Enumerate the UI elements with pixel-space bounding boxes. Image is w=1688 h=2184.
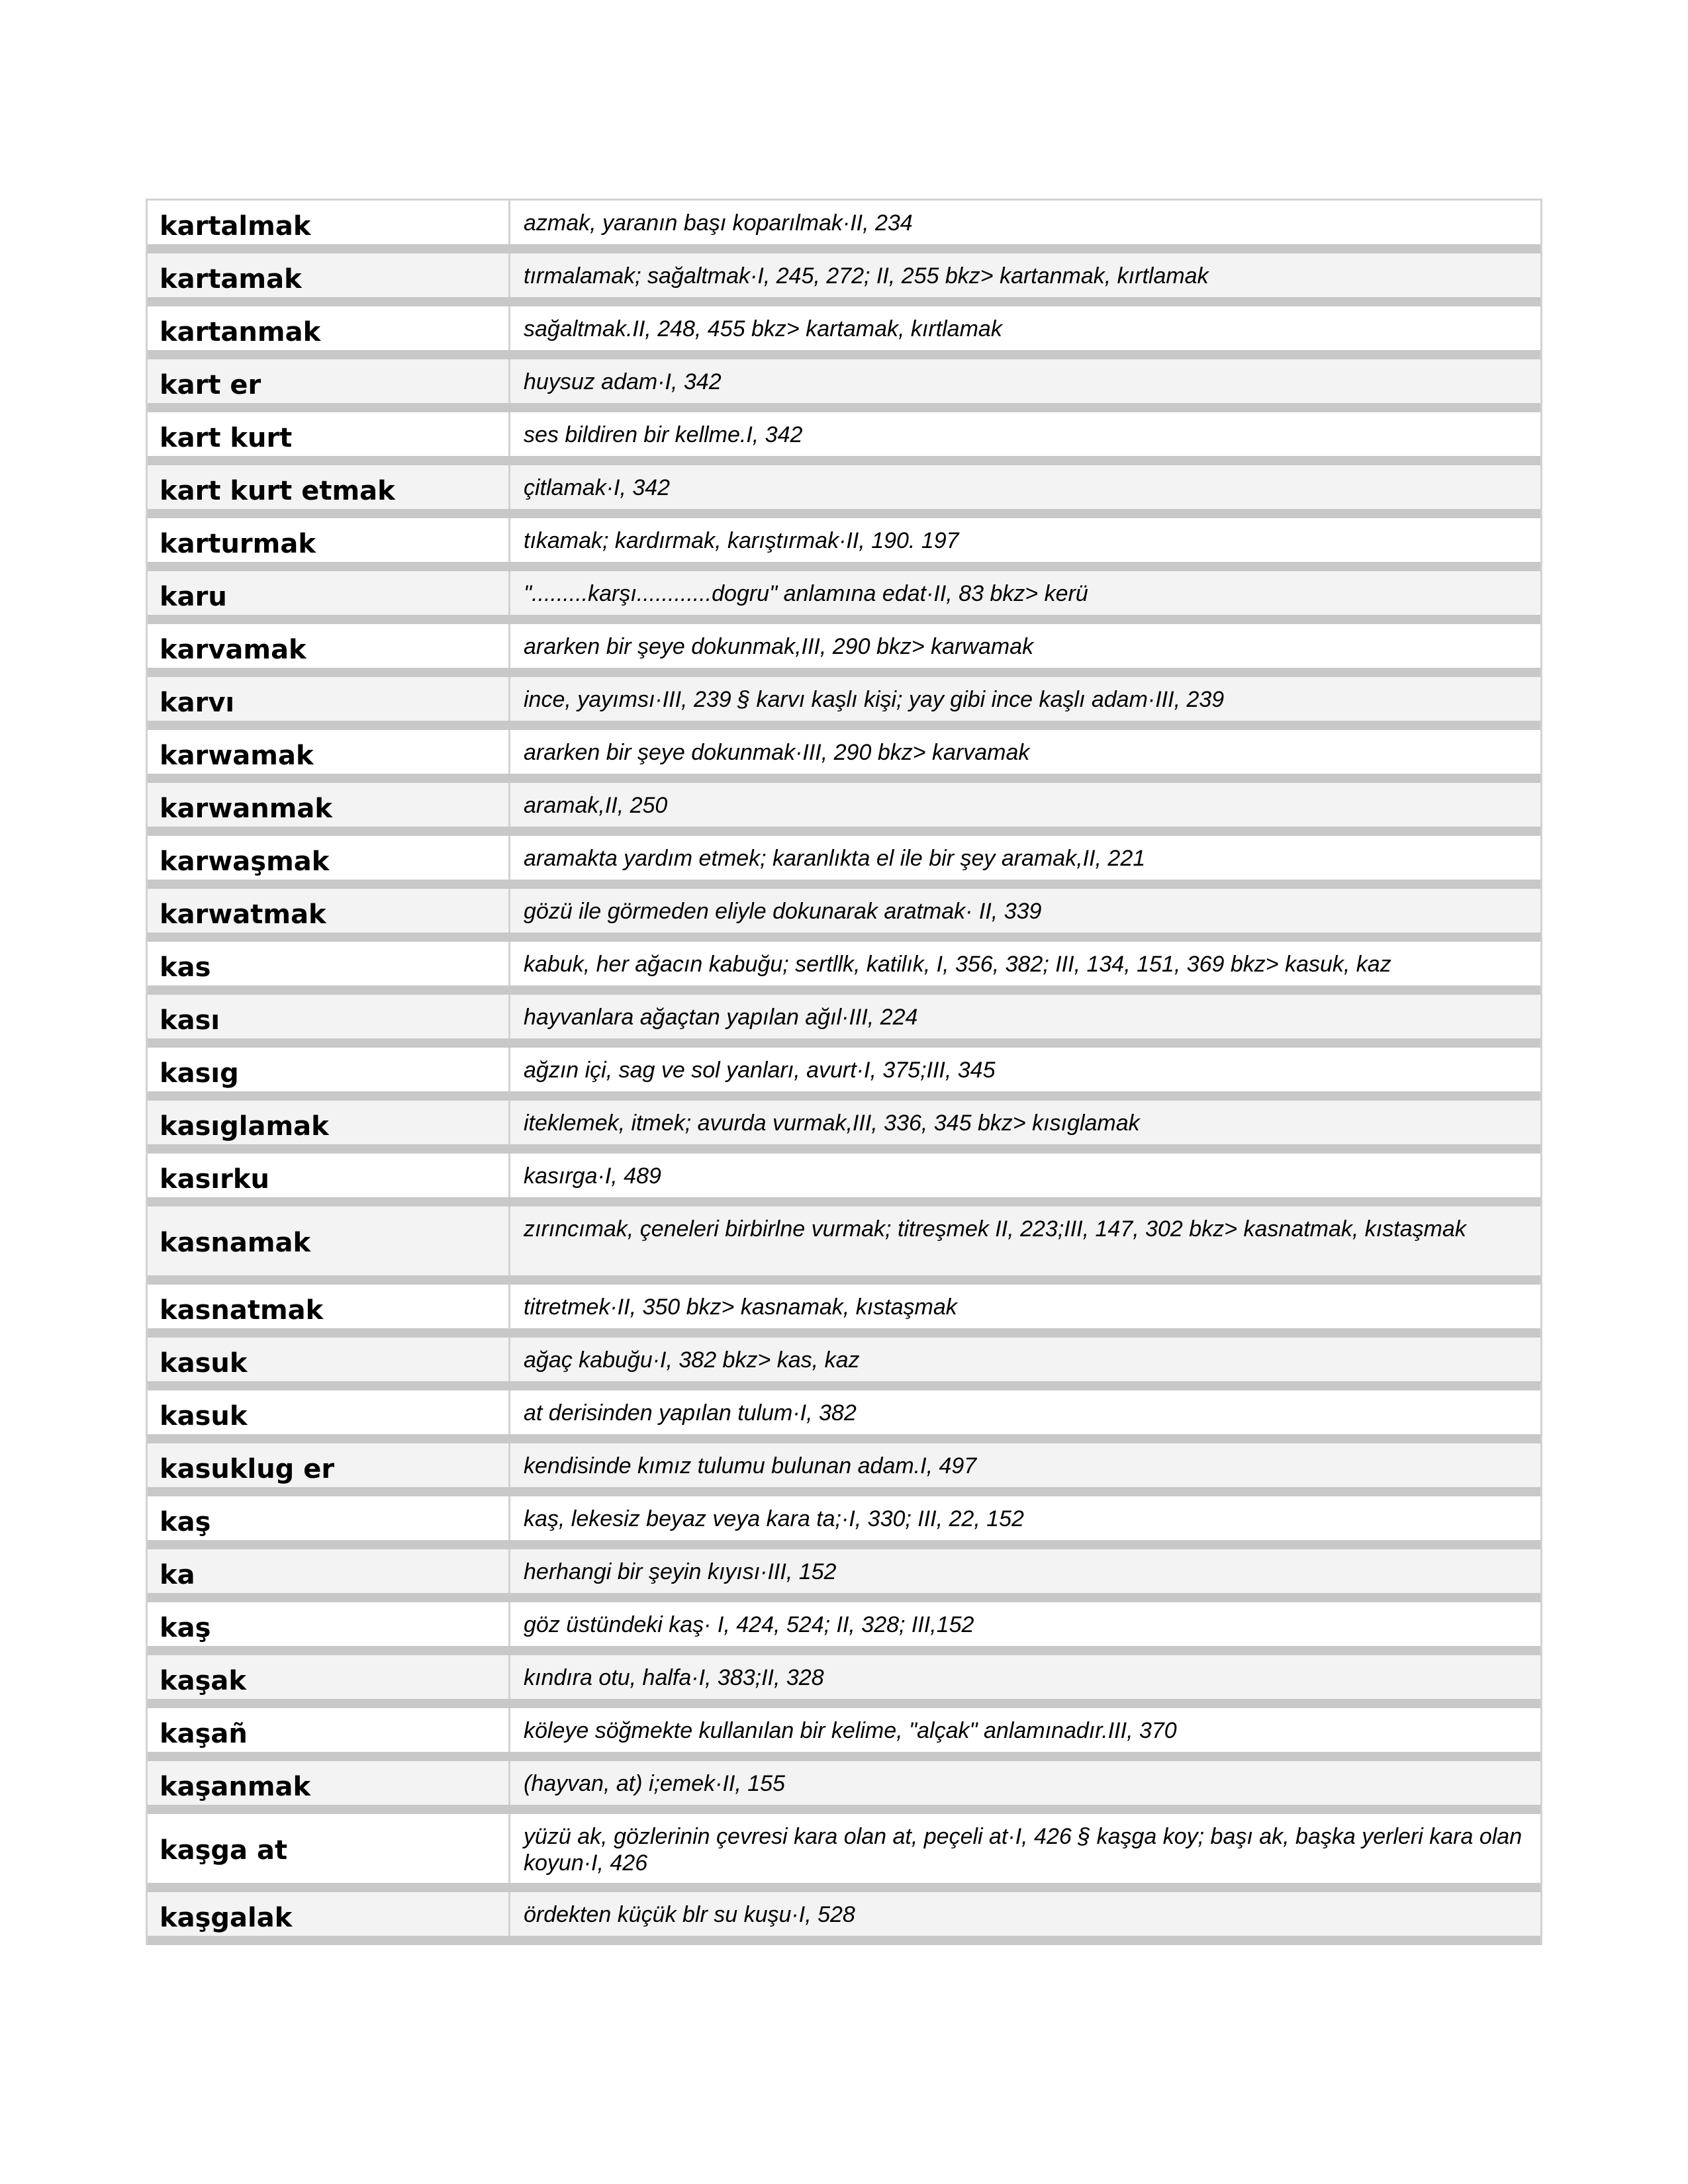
entry-definition: göz üstündeki kaş· I, 424, 524; II, 328; III,152 [524,1612,974,1637]
entry-term: kaşañ [148,1708,510,1752]
entry-term: kart kurt etmak [148,465,510,509]
dictionary-row [148,201,1540,253]
entry-term: kart kurt [148,412,510,456]
dictionary-row [148,518,1540,571]
entry-term: kasuk [148,1390,510,1434]
dictionary-row [148,1549,1540,1602]
dictionary-row [148,359,1540,412]
entry-definition: kındıra otu, halfa·I, 383;II, 328 [510,1655,1540,1699]
entry-term: kaşgalak [148,1892,510,1936]
entry-definition: kabuk, her ağacın kabuğu; sertllk, katilık, I, 356, 382; III, 134, 151, 369 bkz> kasuk, kaz [524,952,1391,977]
entry-definition: ararken bir şeye dokunmak,III, 290 bkz> karwamak [524,634,1034,659]
dictionary-row [148,1892,1540,1945]
dictionary-row [148,624,1540,677]
dictionary-row [148,1390,1540,1443]
entry-term: kasnatmak [148,1285,510,1328]
entry-definition: iteklemek, itmek; avurda vurmak,III, 336, 345 bkz> kısıglamak [510,1101,1540,1144]
entry-definition: ararken bir şeye dokunmak·III, 290 bkz> karvamak [524,740,1030,765]
dictionary-row [148,306,1540,359]
entry-definition: aramakta yardım etmek; karanlıkta el ile bir şey aramak,II, 221 [524,846,1146,871]
entry-definition: gözü ile görmeden eliyle dokunarak aratmak· II, 339 [510,889,1540,933]
dictionary-row [148,942,1540,995]
entry-definition: kaş, lekesiz beyaz veya kara ta;·I, 330; III, 22, 152 [524,1506,1024,1531]
entry-term: kasuklug er [148,1443,510,1487]
entry-term: kaşak [148,1655,510,1699]
entry-definition: ağzın içi, sag ve sol yanları, avurt·I, 375;III, 345 [524,1058,996,1083]
entry-term: kas [148,942,510,985]
entry-term: karvı [148,677,510,721]
dictionary-row [148,730,1540,783]
entry-definition: azmak, yaranın başı koparılmak·II, 234 [524,210,913,236]
dictionary-row [148,412,1540,465]
entry-definition: ince, yayımsı·III, 239 § karvı kaşlı kişi; yay gibi ince kaşlı adam·III, 239 [510,677,1540,721]
entry-term: kartamak [148,253,510,297]
dictionary-row [148,1285,1540,1338]
entry-definition: sağaltmak.II, 248, 455 bkz> kartamak, kırtlamak [524,316,1002,341]
entry-definition: herhangi bir şeyin kıyısı·III, 152 [510,1549,1540,1593]
entry-term: kaşga at [148,1814,510,1883]
entry-definition: tıkamak; kardırmak, karıştırmak·II, 190. 197 [524,528,959,553]
entry-definition: at derisinden yapılan tulum·I, 382 [524,1400,857,1426]
entry-definition: titretmek·II, 350 bkz> kasnamak, kıstaşmak [524,1295,957,1320]
entry-definition: ".........karşı............dogru" anlamına edat·II, 83 bkz> kerü [510,571,1540,615]
dictionary-row [148,995,1540,1048]
entry-term: karwaşmak [148,836,510,880]
dictionary-row [148,1496,1540,1549]
dictionary-row [148,1443,1540,1496]
dictionary-row [148,783,1540,836]
entry-definition: kasırga·I, 489 [524,1163,661,1189]
entry-term: kasnamak [148,1206,510,1275]
entry-term: kartalmak [148,201,510,244]
dictionary-row [148,1048,1540,1101]
dictionary-row [148,1154,1540,1206]
dictionary-row [148,836,1540,889]
entry-definition: yüzü ak, gözlerinin çevresi kara olan at, peçeli at·I, 426 § kaşga koy; başı ak, başka yerleri kara olan koyun·I, 426 [524,1824,1523,1876]
dictionary-row [148,1338,1540,1390]
dictionary-row [148,253,1540,306]
entry-term: kası [148,995,510,1038]
entry-definition: ses bildiren bir kellme.I, 342 [524,422,803,447]
entry-term: karwatmak [148,889,510,933]
entry-term: kasırku [148,1154,510,1197]
entry-term: karu [148,571,510,615]
entry-definition: hayvanlara ağaçtan yapılan ağıl·III, 224 [510,995,1540,1038]
entry-definition: çitlamak·I, 342 [510,465,1540,509]
dictionary-row [148,465,1540,518]
entry-term: kaşanmak [148,1761,510,1805]
dictionary-row [148,1101,1540,1154]
dictionary-row [148,1655,1540,1708]
entry-term: karwanmak [148,783,510,827]
entry-definition: huysuz adam·I, 342 [510,359,1540,403]
entry-definition: (hayvan, at) i;emek·II, 155 [510,1761,1540,1805]
entry-term: kart er [148,359,510,403]
entry-term: ka [148,1549,510,1593]
dictionary-table [146,199,1542,1945]
entry-term: kasuk [148,1338,510,1381]
entry-definition: köleye söğmekte kullanılan bir kelime, "alçak" anlamınadır.III, 370 [524,1718,1177,1743]
entry-definition: tırmalamak; sağaltmak·I, 245, 272; II, 255 bkz> kartanmak, kırtlamak [510,253,1540,297]
entry-term: kasıglamak [148,1101,510,1144]
dictionary-row [148,1708,1540,1761]
dictionary-row [148,677,1540,730]
entry-definition: ördekten küçük blr su kuşu·I, 528 [510,1892,1540,1936]
entry-term: karwamak [148,730,510,774]
entry-term: kaş [148,1602,510,1646]
entry-term: karvamak [148,624,510,668]
entry-term: karturmak [148,518,510,562]
dictionary-row [148,571,1540,624]
dictionary-row [148,1761,1540,1814]
entry-definition: ağaç kabuğu·I, 382 bkz> kas, kaz [510,1338,1540,1381]
entry-definition: zırıncımak, çeneleri birbirlne vurmak; titreşmek II, 223;III, 147, 302 bkz> kasnatmak, kıstaşmak [510,1206,1540,1275]
dictionary-row [148,1206,1540,1285]
dictionary-row [148,1814,1540,1892]
entry-term: kaş [148,1496,510,1540]
entry-term: kasıg [148,1048,510,1091]
dictionary-row [148,889,1540,942]
dictionary-row [148,1602,1540,1655]
entry-definition: aramak,II, 250 [510,783,1540,827]
entry-term: kartanmak [148,306,510,350]
entry-definition: kendisinde kımız tulumu bulunan adam.I, 497 [510,1443,1540,1487]
